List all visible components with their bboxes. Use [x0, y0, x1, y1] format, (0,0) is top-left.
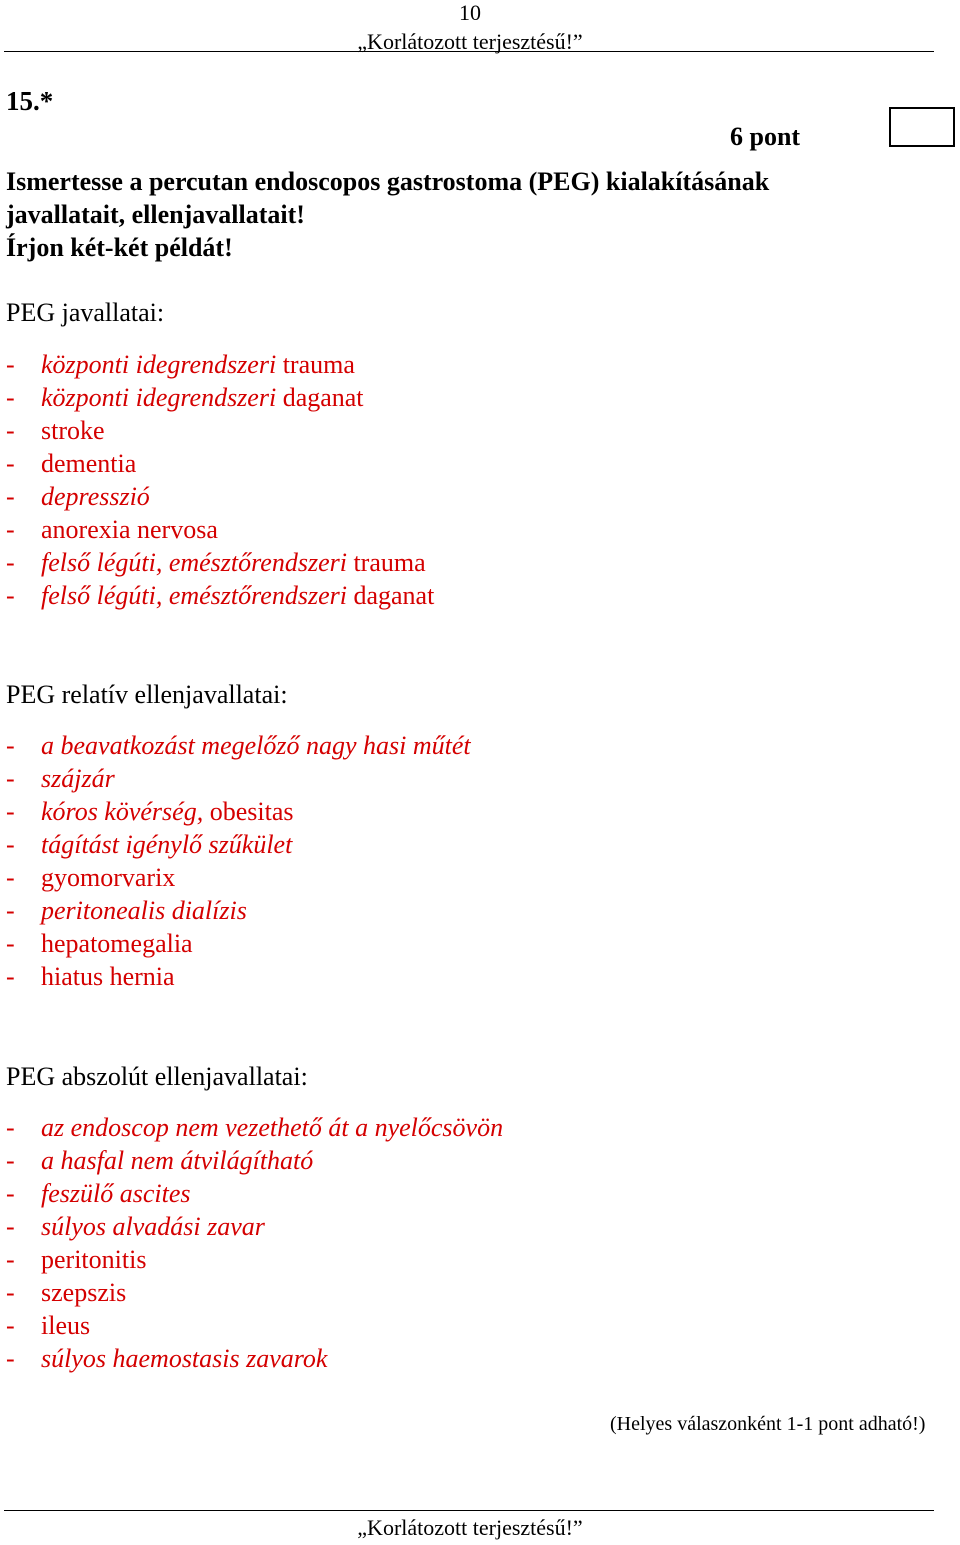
question-line: Ismertesse a percutan endoscopos gastrostoma (PEG) kialakításának	[6, 167, 770, 196]
list-item: - stroke	[6, 416, 105, 445]
list-item: - súlyos alvadási zavar	[6, 1212, 265, 1241]
section-title-relative-contraindications: PEG relatív ellenjavallatai:	[6, 680, 288, 709]
list-item: - központi idegrendszeri daganat	[6, 383, 364, 412]
points-label: 6 pont	[730, 122, 801, 151]
list-item: - hiatus hernia	[6, 962, 175, 991]
header-rule	[4, 51, 934, 52]
list-item: - anorexia nervosa	[6, 515, 218, 544]
list-item: - a beavatkozást megelőző nagy hasi műtét	[6, 731, 471, 760]
list-item: - központi idegrendszeri trauma	[6, 350, 355, 379]
question-line: Írjon két-két példát!	[6, 233, 233, 262]
score-box	[889, 107, 955, 147]
list-item: - tágítást igénylő szűkület	[6, 830, 293, 859]
list-item: - hepatomegalia	[6, 929, 193, 958]
question-line: javallatait, ellenjavallatait!	[6, 200, 305, 229]
list-item: - ileus	[6, 1311, 91, 1340]
page-number: 10	[459, 0, 481, 25]
list-item: - az endoscop nem vezethető át a nyelőcsövön	[6, 1113, 504, 1142]
section-title-indications: PEG javallatai:	[6, 298, 165, 327]
list-item: - súlyos haemostasis zavarok	[6, 1344, 328, 1373]
list-item: - szepszis	[6, 1278, 127, 1307]
task-number: 15.*	[6, 86, 54, 116]
list-item: - felső légúti, emésztőrendszeri daganat	[6, 581, 435, 610]
list-item: - depresszió	[6, 482, 150, 511]
list-item: - szájzár	[6, 764, 115, 793]
restricted-footer: „Korlátozott terjesztésű!”	[357, 1515, 583, 1540]
list-item: - felső légúti, emésztőrendszeri trauma	[6, 548, 426, 577]
list-item: - gyomorvarix	[6, 863, 176, 892]
section-title-absolute-contraindications: PEG abszolút ellenjavallatai:	[6, 1062, 308, 1091]
list-item: - feszülő ascites	[6, 1179, 191, 1208]
restricted-header: „Korlátozott terjesztésű!”	[357, 29, 583, 54]
list-item: - dementia	[6, 449, 137, 478]
list-item: - peritonealis dialízis	[6, 896, 247, 925]
footer-rule	[4, 1510, 934, 1511]
list-item: - a hasfal nem átvilágítható	[6, 1146, 314, 1175]
list-item: - kóros kövérség, obesitas	[6, 797, 294, 826]
list-item: - peritonitis	[6, 1245, 147, 1274]
scoring-note: (Helyes válaszonként 1-1 pont adható!)	[610, 1413, 926, 1435]
